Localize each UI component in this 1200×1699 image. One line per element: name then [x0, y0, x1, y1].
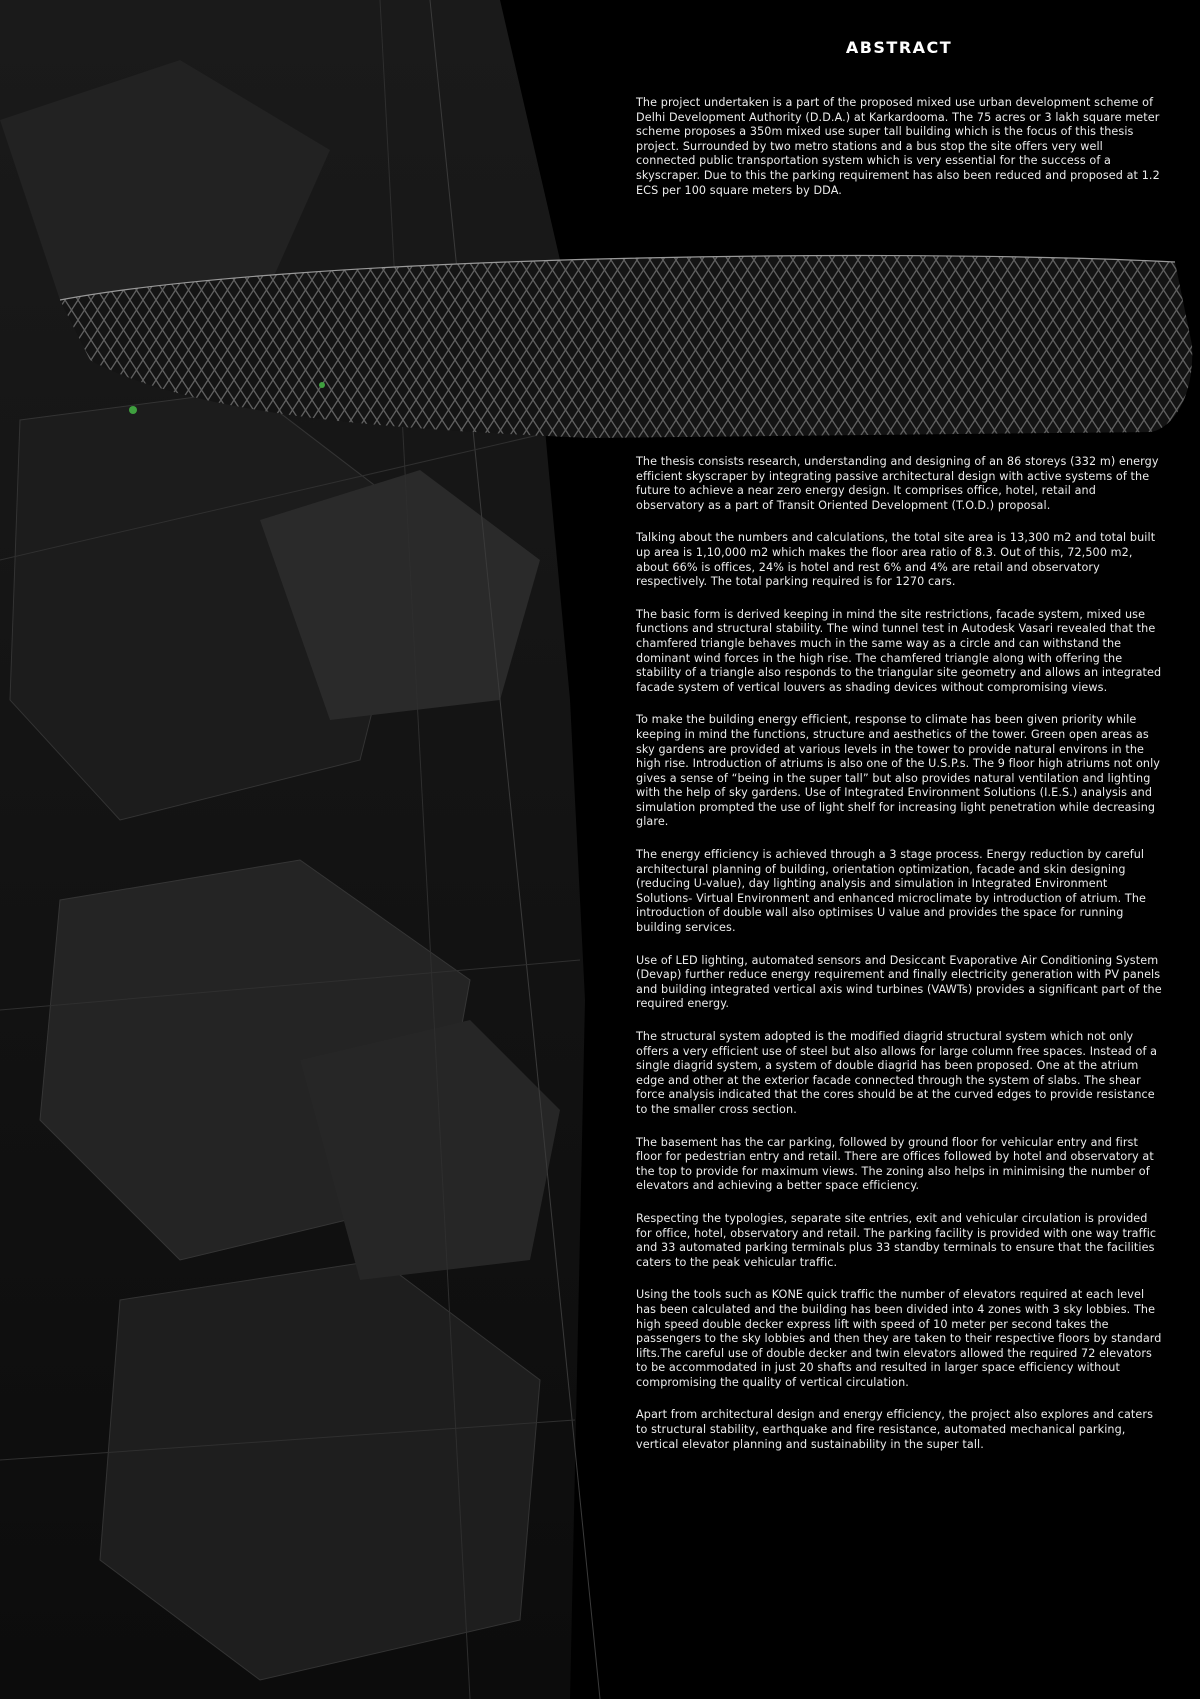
- paragraph-numbers: Talking about the numbers and calculations, the total site area is 13,300 m2 and total built up area is 1,10,000 m2 which makes the floor area ratio of 8.3. Out of this, 72,500 m2, about 66% is offices, 24% is hotel and rest 6% and 4% are retail and observatory respectively. The total parking required is for 1270 cars.: [636, 531, 1156, 589]
- paragraph-form: The basic form is derived keeping in mind the site restrictions, facade system, mixed use functions and structural stability. The wind tunnel test in Autodesk Vasari revealed that the chamfered triangle behaves much in the same way as a circle and can withstand the dominant wind forces in the high rise. The chamfered triangle along with offering the stability of a triangle also responds to the triangular site geometry and allows an integrated facade system of vertical louvers as shading devices without compromising views.: [636, 607, 1162, 694]
- green-light: [129, 406, 137, 414]
- intro-paragraph: The project undertaken is a part of the proposed mixed use urban development scheme of Delhi Development Authority (D.D.A.) at Karkardooma. The 75 acres or 3 lakh square meter scheme proposes a 350m mixed use super tall building which is the focus of this thesis project. Surrounded by two metro stations and a bus stop the site offers very well connected public transportation system which is very essential for the success of a skyscraper. Due to this the parking requirement has also been reduced and proposed at 1.2 ECS per 100 square meters by DDA.: [636, 96, 1160, 197]
- paragraph-thesis: The thesis consists research, understanding and designing of an 86 storeys (332 m) energy efficient skyscraper by integrating passive architectural design with active systems of the future to achieve a near zero energy design. It comprises office, hotel, retail and observatory as a part of Transit Oriented Development (T.O.D.) proposal.: [636, 455, 1159, 512]
- body-text-section: [636, 455, 1162, 1470]
- intro-section: [636, 96, 1162, 216]
- paragraph-systems: Use of LED lighting, automated sensors and Desiccant Evaporative Air Conditioning System (Devap) further reduce energy requirement and finally electricity generation with PV panels and building integrated vertical axis wind turbines (VAWTs) provides a significant part of the required energy.: [636, 953, 1162, 1011]
- green-light: [319, 382, 325, 388]
- page-title: ABSTRACT: [845, 38, 953, 57]
- paragraph-circulation: Respecting the typologies, separate site entries, exit and vehicular circulation is provided for office, hotel, observatory and retail. The parking facility is provided with one way traffic and 33 automated parking terminals plus 33 standby terminals to ensure that the facilities caters to the peak vehicular traffic.: [636, 1211, 1157, 1269]
- paragraph-summary: Apart from architectural design and energy efficiency, the project also explores and caters to structural stability, earthquake and fire resistance, automated mechanical parking, vertical elevator planning and sustainability in the super tall.: [636, 1408, 1153, 1451]
- paragraph-elevators: Using the tools such as KONE quick traffic the number of elevators required at each level has been calculated and the building has been divided into 4 zones with 3 sky lobbies. The high speed double decker express lift with speed of 10 meter per second takes the passengers to the sky lobbies and then they are taken to their respective floors by standard lifts.The careful use of double decker and twin elevators allowed the required 72 elevators to be accommodated in just 20 shafts and resulted in larger space efficiency without compromising the quality of vertical circulation.: [636, 1288, 1162, 1389]
- paragraph-structure: The structural system adopted is the modified diagrid structural system which not only offers a very efficient use of steel but also allows for large column free spaces. Instead of a single diagrid system, a system of double diagrid has been proposed. One at the atrium edge and other at the exterior facade connected through the system of slabs. The shear force analysis indicated that the cores should be at the curved edges to provide resistance to the smaller cross section.: [636, 1030, 1158, 1116]
- paragraph-climate: To make the building energy efficient, response to climate has been given priority while keeping in mind the functions, structure and aesthetics of the tower. Green open areas as sky gardens are provided at various levels in the tower to provide natural environs in the high rise. Introduction of atriums is also one of the U.S.P.s. The 9 floor high atriums not only gives a sense of “being in the super tall” but also provides natural ventilation and lighting with the help of sky gardens. Use of Integrated Environment Solutions (I.E.S.) analysis and simulation prompted the use of light shelf for increasing light penetration while decreasing glare.: [636, 713, 1161, 829]
- paragraph-zoning: The basement has the car parking, followed by ground floor for vehicular entry and first floor for pedestrian entry and retail. There are offices followed by hotel and observatory at the top to provide for maximum views. The zoning also helps in minimising the number of elevators and achieving a better space efficiency.: [636, 1135, 1154, 1193]
- paragraph-energy: The energy efficiency is achieved through a 3 stage process. Energy reduction by careful architectural planning of building, orientation optimization, facade and skin designing (reducing U-value), day lighting analysis and simulation in Integrated Environment Solutions- Virtual Environment and enhanced microclimate by introduction of atrium. The introduction of double wall also optimises U value and provides the space for running building services.: [636, 848, 1146, 935]
